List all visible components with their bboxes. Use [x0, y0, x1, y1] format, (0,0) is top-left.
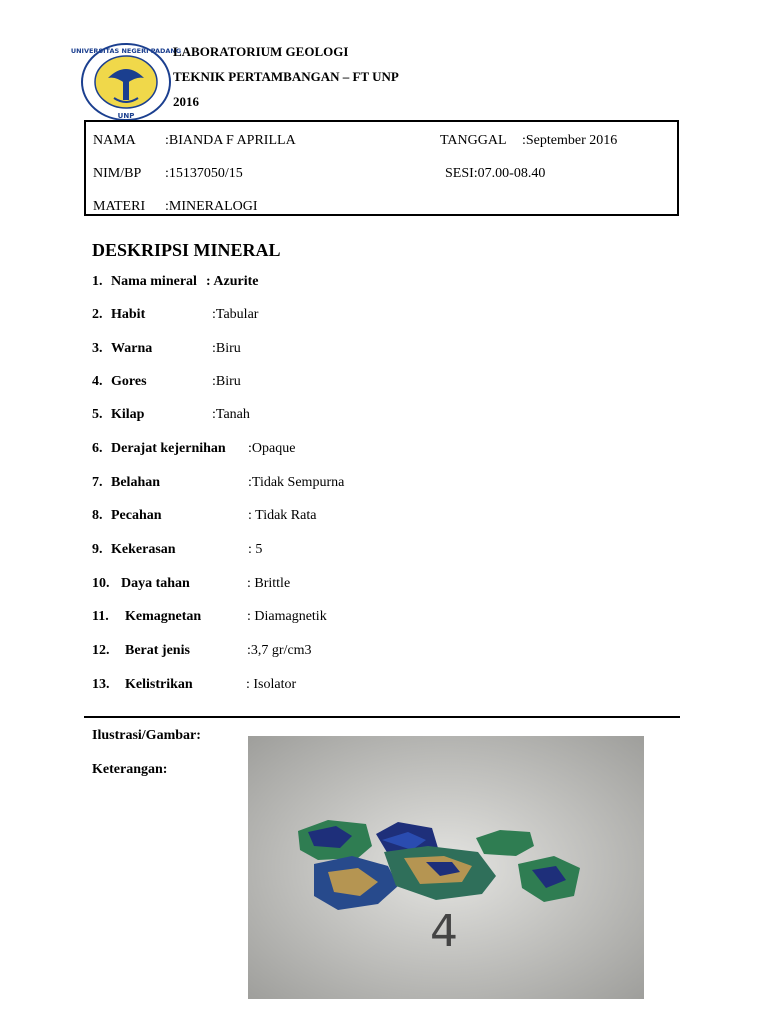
item-value: : Isolator	[246, 677, 297, 692]
item-number: 8.	[92, 508, 103, 523]
item-label: Kekerasan	[111, 542, 176, 557]
item-value: : Diamagnetik	[247, 609, 327, 624]
item-label: Kemagnetan	[125, 609, 202, 624]
item-label: Warna	[111, 341, 153, 356]
header-lab-name: LABORATORIUM GEOLOGI	[173, 44, 349, 59]
logo-text-top: UNIVERSITAS NEGERI PADANG	[70, 47, 182, 55]
item-label: Berat jenis	[125, 643, 190, 658]
list-item	[92, 274, 292, 294]
list-item	[92, 374, 292, 394]
item-value: :Biru	[212, 374, 241, 389]
item-value: : Brittle	[247, 576, 291, 591]
header-department: TEKNIK PERTAMBANGAN – FT UNP	[173, 69, 399, 84]
item-number: 5.	[92, 407, 103, 422]
item-label: Kilap	[111, 407, 145, 422]
item-number: 3.	[92, 341, 103, 356]
logo-text-bottom: UNP	[117, 112, 135, 120]
list-item	[92, 677, 392, 697]
nim-value: :15137050/15	[165, 166, 243, 181]
tanggal-label: TANGGAL	[440, 133, 507, 148]
item-value: : Tidak Rata	[248, 508, 317, 523]
tanggal-value: :September 2016	[522, 133, 618, 148]
list-item	[92, 576, 392, 596]
item-value: : Azurite	[206, 274, 259, 289]
item-value: :Tidak Sempurna	[248, 475, 345, 490]
list-item	[92, 307, 292, 327]
item-number: 6.	[92, 441, 103, 456]
sample-number-label: 4	[430, 906, 458, 957]
materi-value: :MINERALOGI	[165, 199, 258, 214]
list-item	[92, 609, 392, 629]
item-label: Pecahan	[111, 508, 162, 523]
university-logo	[70, 42, 182, 122]
item-number: 13.	[92, 677, 110, 692]
materi-label: MATERI	[93, 199, 146, 214]
keterangan-label: Keterangan:	[92, 762, 168, 777]
nim-label: NIM/BP	[93, 166, 142, 181]
item-number: 9.	[92, 542, 103, 557]
mineral-sample-photo	[248, 736, 644, 999]
item-value: :Biru	[212, 341, 241, 356]
item-number: 2.	[92, 307, 103, 322]
item-label: Nama mineral	[111, 274, 197, 289]
item-number: 10.	[92, 576, 110, 591]
item-value: : 5	[248, 542, 263, 557]
item-label: Gores	[111, 374, 147, 389]
item-number: 7.	[92, 475, 103, 490]
item-label: Derajat kejernihan	[111, 441, 226, 456]
header-year: 2016	[173, 94, 199, 109]
nama-value: :BIANDA F APRILLA	[165, 133, 296, 148]
list-item	[92, 508, 392, 528]
list-item	[92, 542, 392, 562]
item-value: :3,7 gr/cm3	[247, 643, 312, 658]
section-title: DESKRIPSI MINERAL	[92, 240, 281, 260]
section-divider	[84, 716, 680, 718]
item-label: Kelistrikan	[125, 677, 193, 692]
nama-label: NAMA	[93, 133, 136, 148]
item-label: Daya tahan	[121, 576, 190, 591]
item-value: :Tabular	[212, 307, 259, 322]
item-value: :Opaque	[248, 441, 296, 456]
list-item	[92, 441, 352, 461]
item-number: 1.	[92, 274, 103, 289]
ilustrasi-label: Ilustrasi/Gambar:	[92, 728, 201, 743]
item-value: :Tanah	[212, 407, 250, 422]
list-item	[92, 475, 392, 495]
list-item	[92, 407, 292, 427]
list-item	[92, 643, 392, 663]
item-number: 11.	[92, 609, 109, 624]
item-label: Habit	[111, 307, 146, 322]
sesi-text: SESI:07.00-08.40	[445, 166, 546, 181]
item-number: 4.	[92, 374, 103, 389]
item-label: Belahan	[111, 475, 161, 490]
item-number: 12.	[92, 643, 110, 658]
list-item	[92, 341, 292, 361]
